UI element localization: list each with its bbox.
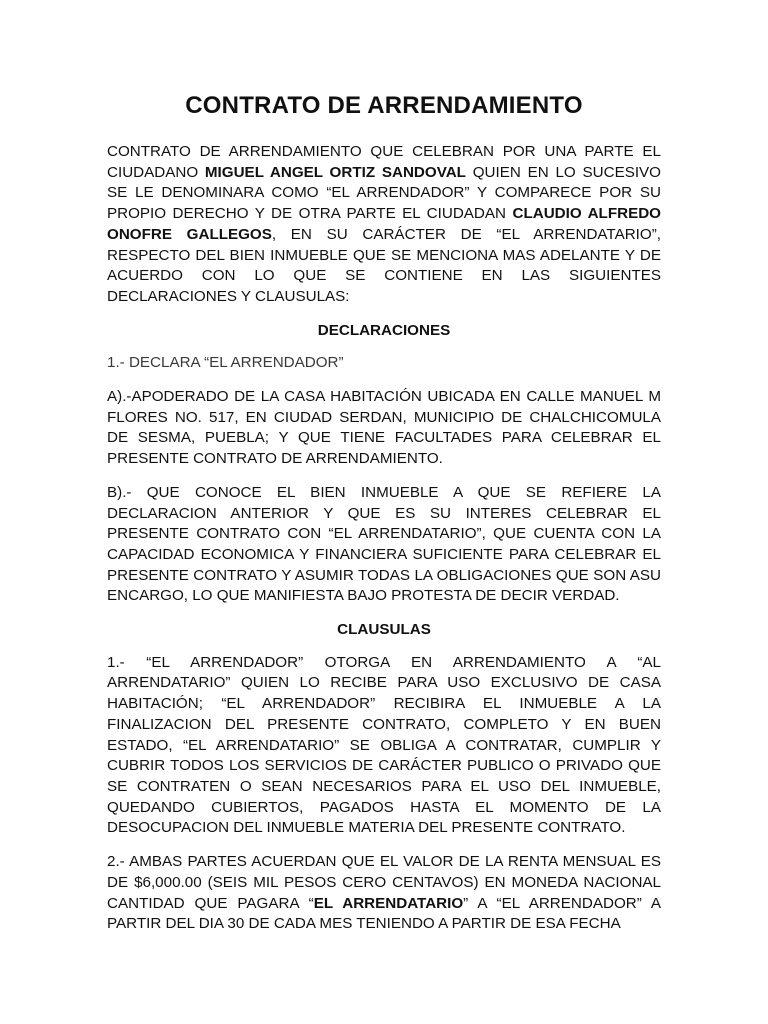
arrendador-name: MIGUEL ANGEL ORTIZ SANDOVAL [204,163,466,181]
intro-text-1: CONTRATO DE ARRENDAMIENTO QUE CELEBRAN POR UNA PARTE EL CIUDADANO [107,143,661,181]
intro-paragraph [107,142,661,308]
declaration-b: B).- QUE CONOCE EL BIEN INMUEBLE A QUE SE REFIERE LA DECLARACION ANTERIOR Y QUE ES SU INTERES CELEBRAR EL PRESENTE CONTRATO CON “EL ARRENDATARIO”, QUE CUENTA CON LA CAPACIDAD ECONOMICA Y FINANCIERA SUFICIENTE PARA CELEBRAR EL PRESENTE CONTRATO Y ASUMIR TODAS LA OBLIGACIONES QUE SON ASU ENCARGO, LO QUE MANIFIESTA BAJO PROTESTA DE DECIR VERDAD. [107,483,661,605]
clausula-2-text-2: ” A “EL ARRENDADOR” A PARTIR DEL DIA 30 DE CADA MES TENIENDO A PARTIR DE ESA FECHA [107,894,662,933]
declaraciones-heading: DECLARACIONES [317,321,451,339]
declaration-a: A).-APODERADO DE LA CASA HABITACIÓN UBICADA EN CALLE MANUEL M FLORES NO. 517, EN CIUDAD SERDAN, MUNICIPIO DE CHALCHICOMULA DE SESMA, PUEBLA; Y QUE TIENE FACULTADES PARA CELEBRAR EL PRESENTE CONTRATO DE ARRENDAMIENTO. [107,388,661,468]
clausula-1: 1.- “EL ARRENDADOR” OTORGA EN ARRENDAMIENTO A “AL ARRENDATARIO” QUIEN LO RECIBE PARA USO EXCLUSIVO DE CASA HABITACIÓN; “EL ARRENDADOR” RECIBIRA EL INMUEBLE A LA FINALIZACION DEL PRESENTE CONTRATO, COMPLETO Y EN BUEN ESTADO, “EL ARRENDATARIO” SE OBLIGA A CONTRATAR, CUMPLIR Y CUBRIR TODOS LOS SERVICIOS DE CARÁCTER PUBLICO O PRIVADO QUE SE CONTRATEN O SEAN NECESARIOS PARA EL USO DEL INMUEBLE, QUEDANDO CUBIERTOS, PAGADOS HASTA EL MOMENTO DE LA DESOCUPACION DEL INMUEBLE MATERIA DEL PRESENTE CONTRATO. [107,653,661,837]
clausulas-heading: CLAUSULAS [337,621,431,639]
declaration-1: 1.- DECLARA “EL ARRENDADOR” [107,354,344,372]
clausula-2-text-1: 2.- AMBAS PARTES ACUERDAN QUE EL VALOR DE LA RENTA MENSUAL ES DE $6,000.00 (SEIS MIL PESOS CERO CENTAVOS) EN MONEDA NACIONAL CANTIDAD QUE PAGARA “ [107,853,661,912]
clausula-2-bold: EL ARRENDATARIO [313,894,464,912]
document-title: CONTRATO DE ARRENDAMIENTO [185,92,583,119]
intro-text-2: QUIEN EN LO SUCESIVO SE LE DENOMINARA COMO “EL ARRENDADOR” Y COMPARECE POR SU PROPIO DERECHO Y DE OTRA PARTE EL CIUDADAN [107,163,661,223]
intro-text-3: , EN SU CARÁCTER DE “EL ARRENDATARIO”, RESPECTO DEL BIEN INMUEBLE QUE SE MENCIONA MAS ADELANTE Y DE ACUERDO CON LO QUE SE CONTIENE EN LAS SIGUIENTES DECLARACIONES Y CLAUSULAS: [107,225,661,305]
arrendatario-name: CLAUDIO ALFREDO ONOFRE GALLEGOS [107,205,661,243]
clausula-2 [107,852,661,935]
